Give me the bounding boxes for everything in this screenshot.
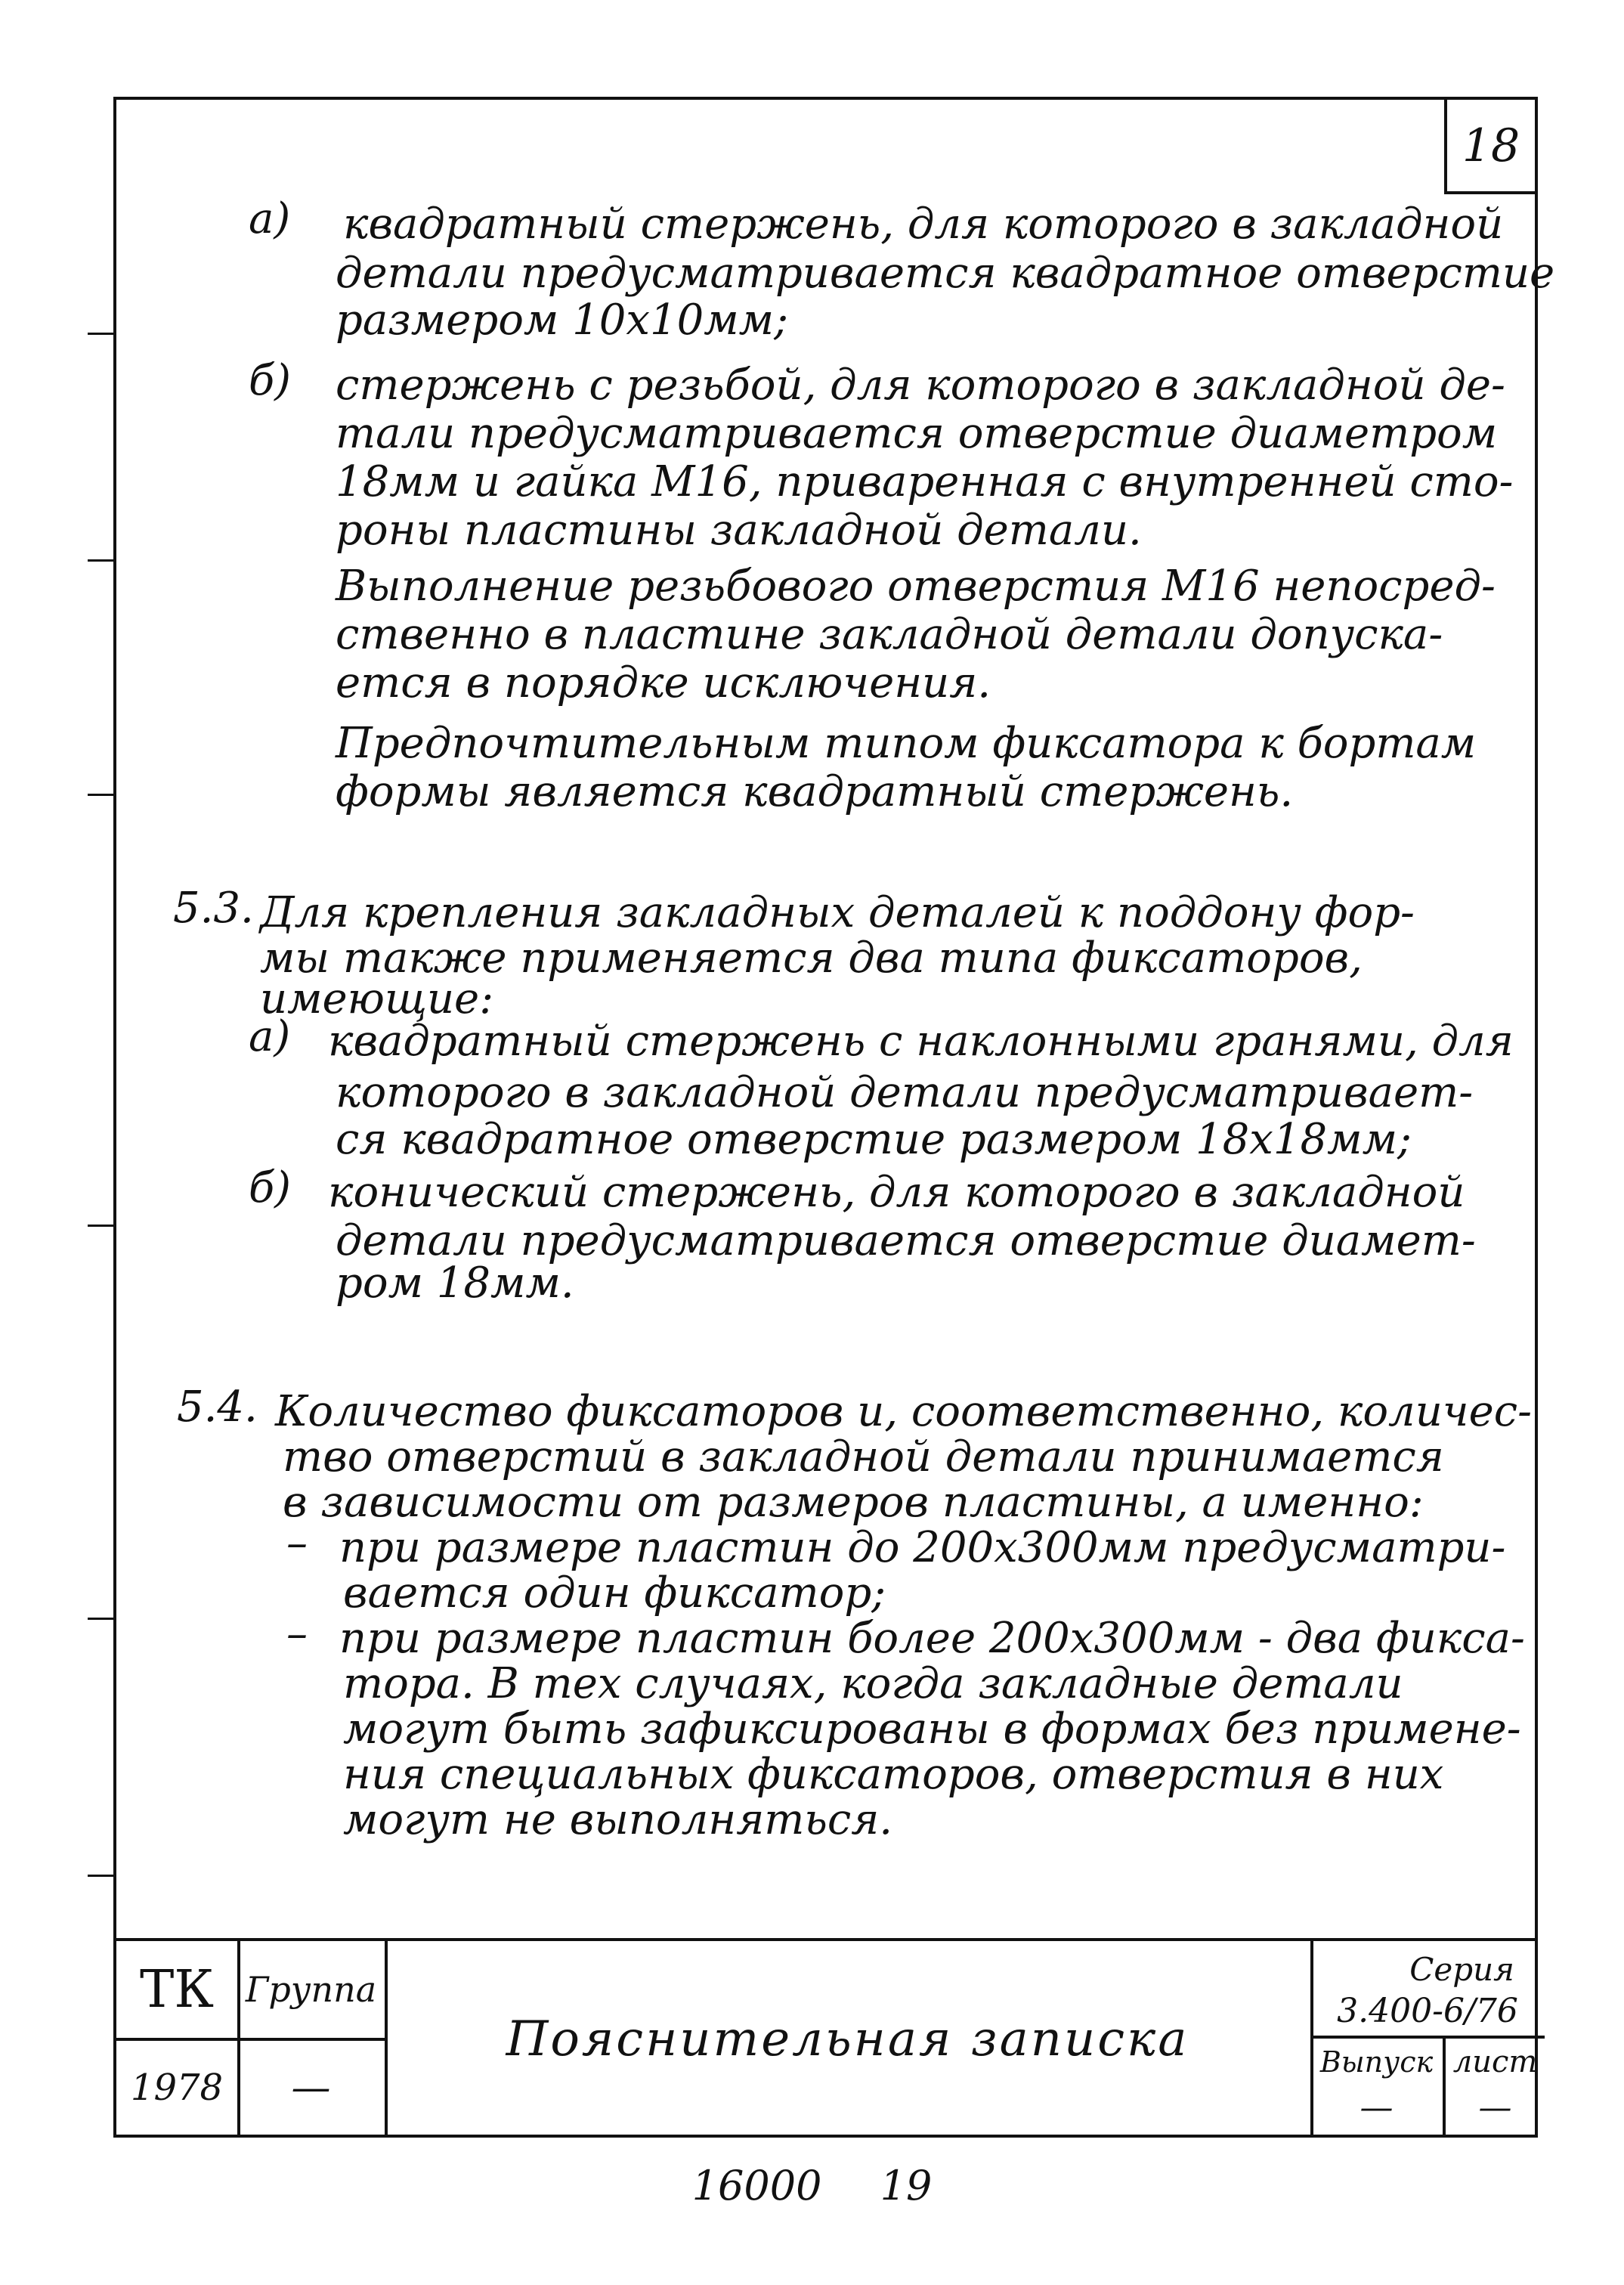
section-number: 5.4.	[177, 1382, 258, 1432]
text-line: при размере пластин более 200х300мм - два фикса-	[339, 1614, 1525, 1663]
text-line: имеющие:	[260, 974, 494, 1023]
year: 1978	[130, 2067, 224, 2109]
text-line: формы является квадратный стержень.	[336, 767, 1294, 816]
text-line: детали предусматривается отверстие диамет-	[336, 1216, 1476, 1265]
text-line: тора. В тех случаях, когда закладные детали	[343, 1659, 1403, 1708]
text-line: тали предусматривается отверстие диаметром	[336, 409, 1498, 458]
sheet-number: 18	[1444, 100, 1535, 194]
text-line: Предпочтительным типом фиксатора к бортам	[336, 719, 1477, 768]
series-label: Серия	[1409, 1951, 1514, 1988]
text-line: могут быть зафиксированы в формах без примене-	[343, 1704, 1521, 1754]
group-label: Группа	[245, 1969, 377, 2010]
list-marker: б)	[249, 356, 292, 405]
text-line: Для крепления закладных деталей к поддону фор-	[260, 888, 1415, 937]
text-line: ся квадратное отверстие размером 18х18мм;	[336, 1115, 1412, 1164]
text-line: при размере пластин до 200х300мм предусматри-	[339, 1523, 1506, 1572]
series-value: 3.400-6/76	[1337, 1991, 1518, 2030]
list-marker: б)	[249, 1163, 292, 1212]
print-run: 16000	[691, 2162, 822, 2209]
section-number: 5.3.	[173, 884, 254, 933]
text-line: вается один фиксатор;	[343, 1568, 886, 1618]
text-line: конический стержень, для которого в закладной	[328, 1168, 1465, 1217]
text-line: ется в порядке исключения.	[336, 658, 991, 707]
text-line: ром 18мм.	[336, 1259, 574, 1308]
page-footer	[0, 2162, 1624, 2209]
list-marker: –	[286, 1519, 308, 1568]
drawing-frame	[113, 97, 1555, 2138]
issue-label: Выпуск	[1319, 2045, 1434, 2079]
body-text	[116, 100, 1555, 2135]
list-marker: а)	[249, 194, 291, 243]
page-number: 19	[880, 2162, 933, 2209]
margin-tick	[88, 333, 113, 335]
text-line: ния специальных фиксаторов, отверстия в них	[343, 1750, 1444, 1799]
text-line: размером 10х10мм;	[336, 296, 788, 345]
text-line: в зависимости от размеров пластины, а именно:	[283, 1478, 1424, 1527]
sheet-value: —	[1478, 2088, 1512, 2127]
list-marker: –	[286, 1609, 308, 1658]
text-line: детали предусматривается квадратное отверстие	[336, 249, 1555, 298]
list-marker: а)	[249, 1012, 291, 1061]
text-line: Количество фиксаторов и, соответственно, количес-	[275, 1387, 1533, 1436]
text-line: роны пластины закладной детали.	[336, 506, 1142, 555]
text-line: 18мм и гайка М16, приваренная с внутренней сто-	[336, 457, 1514, 506]
text-line: квадратный стержень с наклонными гранями, для	[328, 1017, 1514, 1066]
margin-tick	[88, 559, 113, 562]
margin-tick	[88, 1225, 113, 1227]
text-line: квадратный стержень, для которого в закладной	[343, 200, 1504, 249]
issue-value: —	[1360, 2088, 1394, 2127]
margin-tick	[88, 794, 113, 796]
document-title: Пояснительная записка	[506, 2011, 1189, 2067]
text-line: мы также применяется два типа фиксаторов,	[260, 934, 1363, 983]
text-line: которого в закладной детали предусматривает-	[336, 1068, 1474, 1117]
org-code: ТК	[140, 1959, 214, 2020]
text-line: тво отверстий в закладной детали принимается	[283, 1432, 1444, 1482]
margin-tick	[88, 1875, 113, 1877]
group-value: —	[291, 2065, 331, 2110]
text-line: стержень с резьбой, для которого в закладной де-	[336, 361, 1505, 410]
text-line: ственно в пластине закладной детали допуска-	[336, 610, 1443, 659]
text-line: могут не выполняться.	[343, 1795, 893, 1844]
sheet-label: лист	[1452, 2045, 1538, 2079]
margin-tick	[88, 1618, 113, 1620]
title-block	[116, 1938, 1538, 2135]
text-line: Выполнение резьбового отверстия М16 непосред-	[336, 562, 1496, 611]
